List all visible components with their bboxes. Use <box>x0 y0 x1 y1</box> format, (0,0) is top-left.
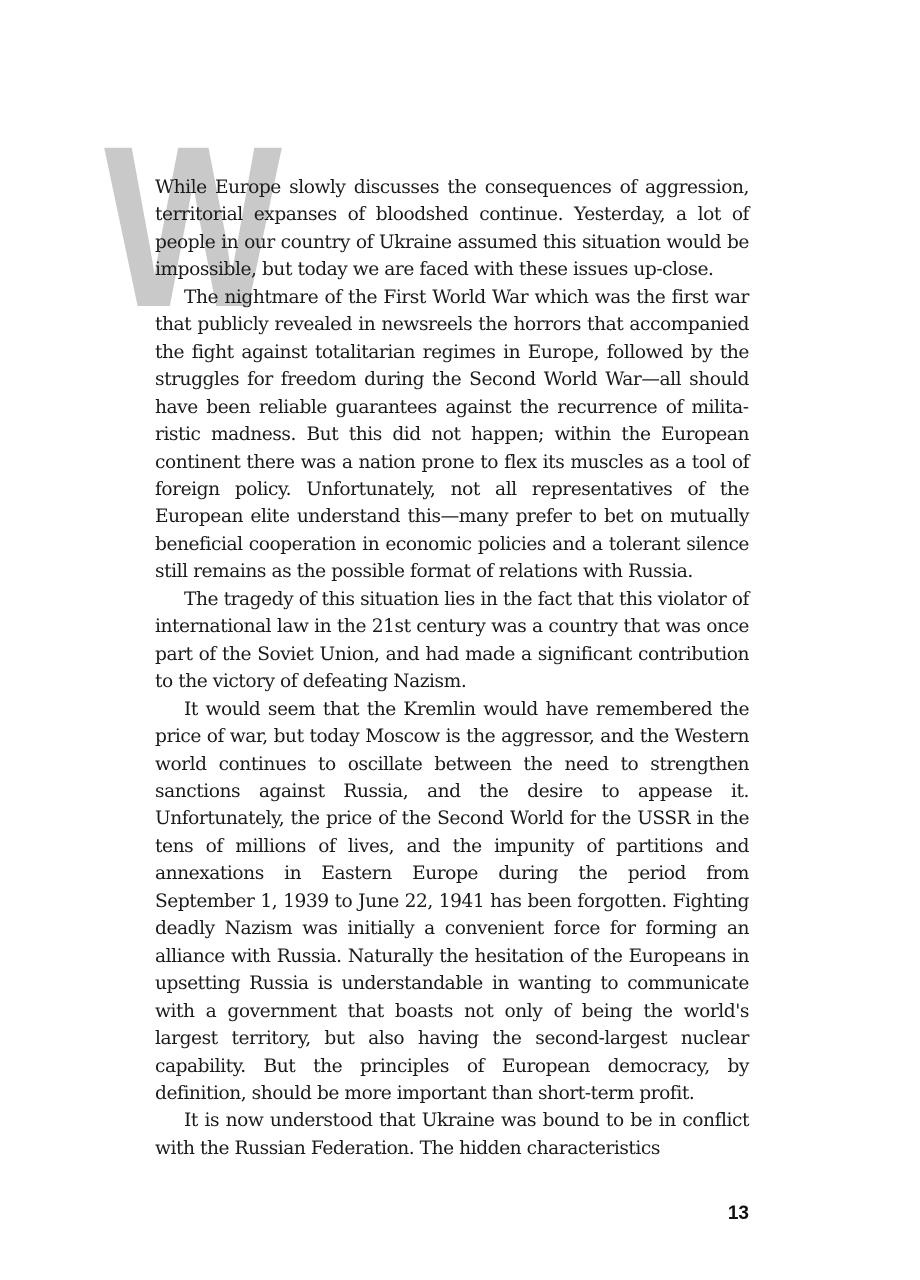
drop-cap-letter: W <box>104 98 276 355</box>
page-number: 13 <box>727 1203 749 1224</box>
paragraph-3: The tragedy of this situation lies in the fact that this violator of international law in the 21st century was a country that was once part of the Soviet Union, and had made a significant contribution to the victory of defeating Nazism. <box>155 588 749 693</box>
paragraph-2: The nightmare of the First World War which was the first war that publicly revealed in newsreels the horrors that accompanied the fight against totalitarian regimes in Europe, followed by the struggles for freedom during the Second World War—all should have been reliable guarantees against the recurrence of militaristic madness. But this did not happen; within the European continent there was a nation prone to flex its muscles as a tool of foreign policy. Unfortunately, not all representatives of the European elite understand this—many prefer to bet on mutually beneficial cooperation in economic policies and a tolerant silence still remains as the possible format of relations with Russia. <box>155 286 749 583</box>
paragraph-4: It would seem that the Kremlin would have remembered the price of war, but today Moscow is the aggressor, and the Western world continues to oscillate between the need to strengthen sanctions against Russia, and the desire to appease it. Unfortunately, the price of the Second World for the USSR in the tens of millions of lives, and the impunity of partitions and annexations in Eastern Europe during the period from September 1, 1939 to June 22, 1941 has been forgotten. Fighting deadly Nazism was initially a convenient force for forming an alliance with Russia. Naturally the hesitation of the Europeans in upsetting Russia is understandable in wanting to communicate with a government that boasts not only of being the world's largest territory, but also having the second-largest nuclear capability. But the principles of European democracy, by definition, should be more important than short-term profit. <box>155 698 749 1104</box>
paragraph-5: It is now understood that Ukraine was bound to be in conflict with the Russian Federation. The hidden characteristics <box>155 1110 749 1159</box>
body-text <box>155 174 749 1162</box>
paragraph-1: While Europe slowly discusses the consequences of aggression, territorial expanses of bloodshed continue. Yesterday, a lot of people in our country of Ukraine assumed this situation would be impossible, but today we are faced with these issues up-close. <box>155 177 749 281</box>
